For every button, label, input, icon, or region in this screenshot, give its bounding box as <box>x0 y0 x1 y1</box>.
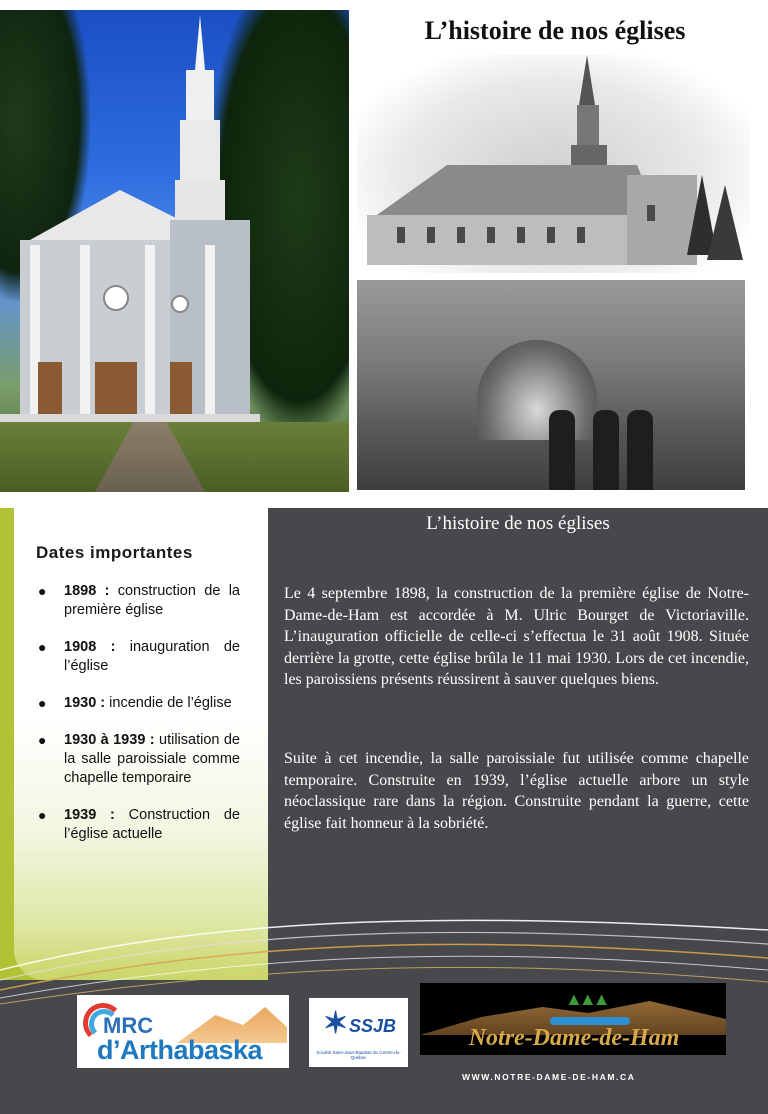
date-year: 1939 : <box>64 807 115 823</box>
list-item <box>38 582 240 620</box>
priest-figure <box>549 410 575 490</box>
ssjb-mark-icon: ✶ <box>323 1007 349 1040</box>
sketch-illustration <box>357 55 750 273</box>
grotto-photo <box>357 280 745 490</box>
list-item <box>38 806 240 844</box>
page-title: L’histoire de nos églises <box>424 16 686 45</box>
paragraph-history-1: Le 4 septembre 1898, la construction de la première église de Notre-Dame-de-Ham est accordée à M. Ulric Bourget de Victoriaville. L’inauguration officielle de celle-ci s’effectua le 31 août 1908. Située derrière la grotte, cette église brûla le 11 mai 1930. Lors de cet incendie, les paroissiens présents réussirent à sauver quelques biens. <box>284 585 749 689</box>
mrc-logo-name: d’Arthabaska <box>97 1035 263 1065</box>
ndh-logo-text: Notre-Dame-de-Ham <box>468 1025 680 1051</box>
old-church-sketch <box>357 55 750 273</box>
church-illustration <box>0 10 349 492</box>
paragraph-history-2: Suite à cet incendie, la salle paroissiale fut utilisée comme chapelle temporaire. Construite en 1939, l’église actuelle arbore un style néoclassique rare dans la région. Construite pendant la guerre, cette église fait honneur à la sobriété. <box>284 750 749 832</box>
date-year: 1930 : <box>64 695 106 711</box>
website-link[interactable]: WWW.NOTRE-DAME-DE-HAM.CA <box>462 1072 636 1082</box>
date-year: 1898 : <box>64 583 110 599</box>
church-photo <box>0 10 349 492</box>
mrc-logo-text: MRC <box>103 1013 154 1038</box>
list-item <box>38 731 240 788</box>
bullet-icon: ● <box>38 583 47 599</box>
bullet-icon: ● <box>38 639 47 655</box>
priest-figure <box>593 410 619 490</box>
list-item <box>38 694 240 713</box>
date-year: 1930 à 1939 : <box>64 732 155 748</box>
date-year: 1908 : <box>64 639 116 655</box>
date-text: inauguration de l’église <box>64 639 240 674</box>
date-text: Construction de l’église actuelle <box>64 807 240 842</box>
section-title: L’histoire de nos églises <box>426 513 610 534</box>
bullet-icon: ● <box>38 807 47 823</box>
priest-figure <box>627 410 653 490</box>
notre-dame-de-ham-logo[interactable] <box>420 983 726 1055</box>
bullet-icon: ● <box>38 732 47 748</box>
dates-heading: Dates importantes <box>36 543 193 562</box>
logo-water <box>550 1017 630 1025</box>
date-text: incendie de l’église <box>105 695 232 711</box>
ssjb-logo-subtitle: Société Saint-Jean-Baptiste du Centre-du-Québec <box>316 1050 401 1060</box>
grotto <box>477 340 597 440</box>
ssjb-logo[interactable] <box>309 998 408 1067</box>
tree-icon: ▲▲▲ <box>565 989 607 1009</box>
dates-list <box>38 582 240 862</box>
mrc-arthabaska-logo[interactable] <box>77 995 289 1068</box>
date-text: construction de la première église <box>64 583 240 618</box>
ssjb-logo-text: SSJB <box>349 1016 397 1036</box>
bullet-icon: ● <box>38 695 47 711</box>
list-item <box>38 638 240 676</box>
date-text: utilisation de la salle paroissiale comme chapelle temporaire <box>64 732 240 786</box>
